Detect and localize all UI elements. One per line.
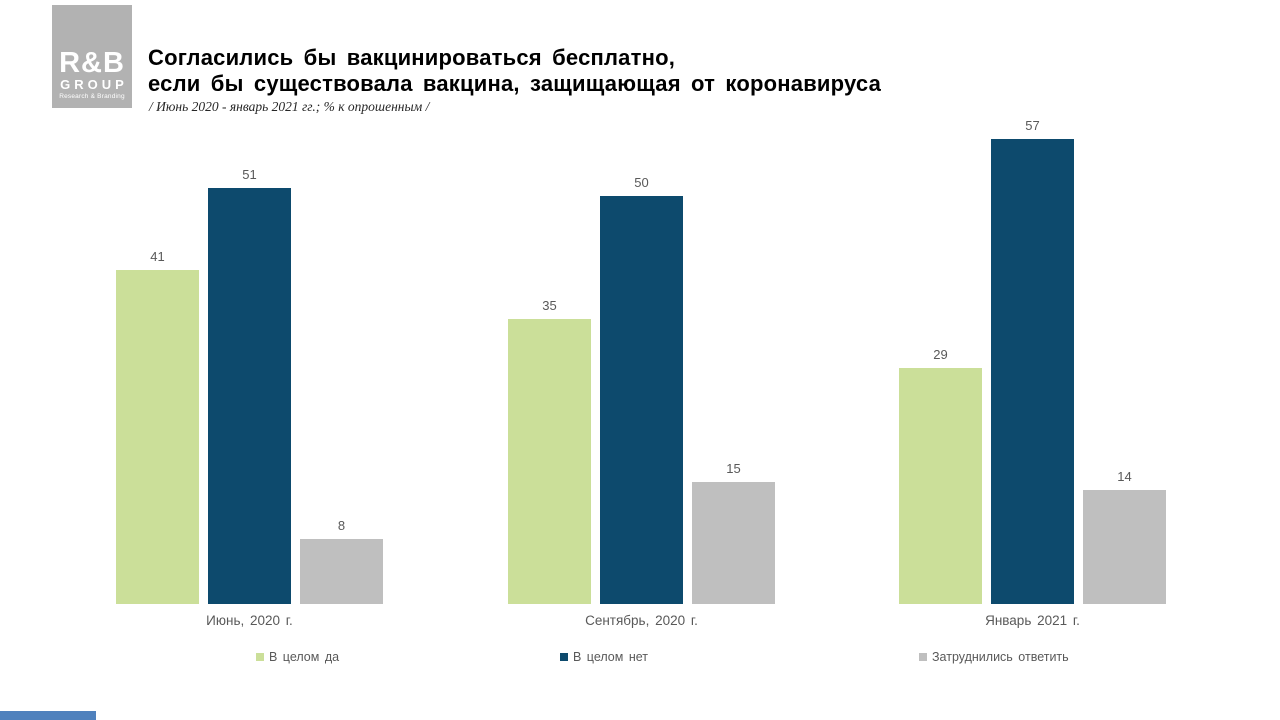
- bar-value-label: 41: [150, 249, 165, 264]
- chart-title-line-2: если бы существовала вакцина, защищающая от коронавируса: [148, 71, 882, 96]
- footer-accent-bar: [0, 711, 96, 720]
- legend-swatch-icon: [256, 653, 264, 661]
- bar-value-label: 8: [337, 518, 346, 533]
- logo-tagline-text: Research & Branding: [59, 93, 125, 100]
- legend-label: Затруднились ответить: [932, 650, 1069, 664]
- bar-value-label: 50: [634, 175, 649, 190]
- category-label: Январь 2021 г.: [985, 613, 1080, 628]
- bar-value-label: 15: [726, 461, 741, 476]
- legend-label: В целом да: [269, 650, 340, 664]
- legend-swatch-icon: [919, 653, 927, 661]
- legend-label: В целом нет: [573, 650, 648, 664]
- logo-group-text: GROUP: [60, 77, 128, 92]
- bar-value-label: 14: [1117, 469, 1132, 484]
- legend-swatch-icon: [560, 653, 568, 661]
- chart-subtitle: / Июнь 2020 - январь 2021 гг.; % к опрошенным /: [149, 99, 430, 114]
- legend-item-В целом нет: [560, 650, 648, 664]
- bar-value-label: 57: [1025, 118, 1040, 133]
- bar-value-label: 29: [933, 347, 948, 362]
- bar-value-label: 51: [242, 167, 257, 182]
- legend-item-Затруднились ответить: [919, 650, 1069, 664]
- bar-value-label: 35: [542, 298, 557, 313]
- category-label: Июнь, 2020 г.: [206, 613, 293, 628]
- chart-title-line-1: Согласились бы вакцинироваться бесплатно,: [148, 45, 676, 70]
- category-label: Сентябрь, 2020 г.: [585, 613, 698, 628]
- legend-item-В целом да: [256, 650, 339, 664]
- logo-brand-text: R&B: [59, 47, 125, 79]
